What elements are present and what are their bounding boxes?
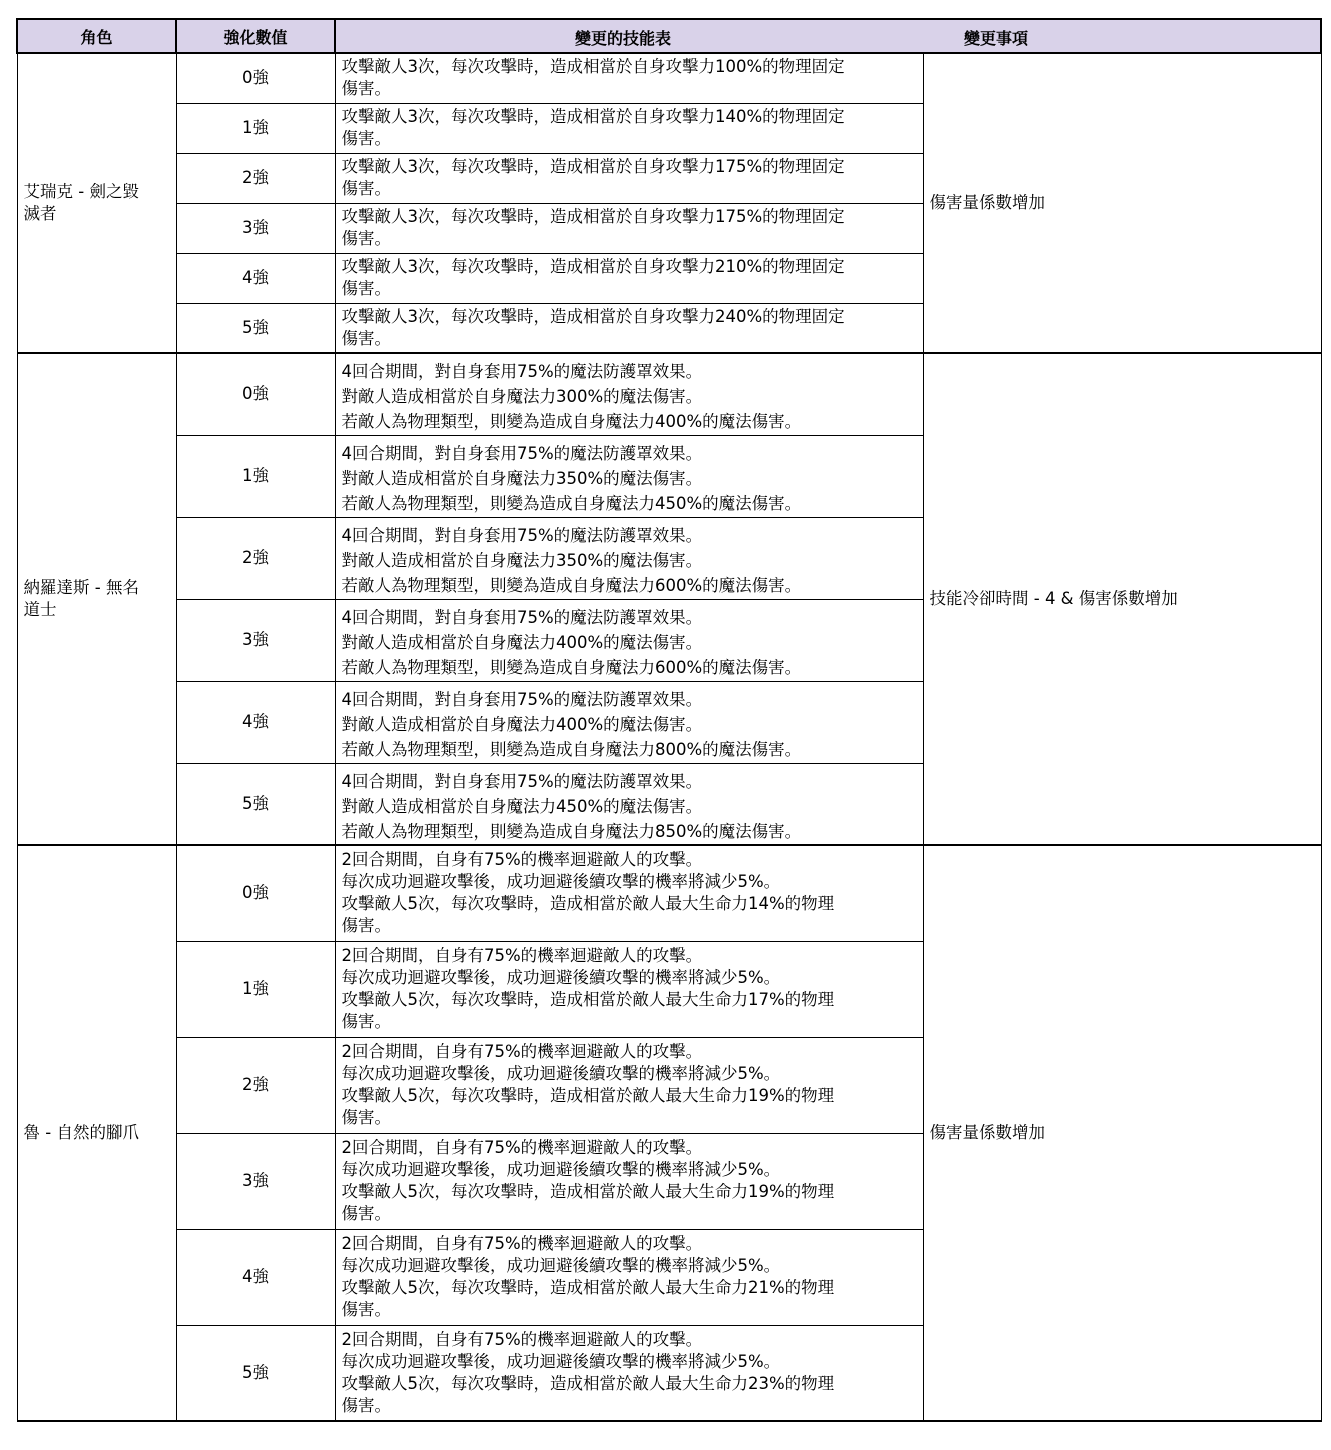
enhance-level-cell: 0強 [176,353,335,435]
skill-description-cell [335,517,923,599]
skill-description-line: 傷害。 [341,1011,391,1031]
skill-description-line: 對敵人造成相當於自身魔法力400%的魔法傷害。 [341,714,703,734]
skill-description-line: 2回合期間，自身有75%的機率迴避敵人的攻擊。 [341,850,703,869]
skill-description-line: 每次成功迴避攻擊後，成功迴避後續攻擊的機率將減少5%。 [341,1063,781,1083]
header-change: 變更事項 [964,29,1029,48]
skill-description-cell [335,599,923,681]
table-body [17,53,1321,1421]
enhance-level-cell: 2強 [176,1037,335,1133]
character-name-line: 納羅達斯 - 無名 [23,578,139,597]
skill-description-line: 攻擊敵人5次，每次攻擊時，造成相當於敵人最大生命力17%的物理 [341,989,835,1009]
enhance-level-cell: 5強 [176,303,335,353]
skill-description-line: 4回合期間，對自身套用75%的魔法防護罩效果。 [341,525,703,545]
skill-description-line: 對敵人造成相當於自身魔法力350%的魔法傷害。 [341,550,703,570]
header-level: 強化數值 [176,19,335,53]
skill-description-line: 傷害。 [341,1395,391,1415]
skill-description-line: 若敵人為物理類型，則變為造成自身魔法力600%的魔法傷害。 [341,575,802,595]
skill-description-cell [335,1325,923,1421]
skill-description-line: 2回合期間，自身有75%的機率迴避敵人的攻擊。 [341,1137,703,1157]
header-skill: 變更的技能表 [575,29,672,48]
skill-description-line: 2回合期間，自身有75%的機率迴避敵人的攻擊。 [341,1041,703,1061]
skill-description-line: 攻擊敵人3次，每次攻擊時，造成相當於自身攻擊力140%的物理固定 [341,106,845,126]
skill-description-line: 攻擊敵人5次，每次攻擊時，造成相當於敵人最大生命力19%的物理 [341,1181,835,1201]
skill-description-line: 傷害。 [341,278,391,298]
skill-description-line: 傷害。 [341,1107,391,1127]
skill-description-line: 攻擊敵人5次，每次攻擊時，造成相當於敵人最大生命力21%的物理 [341,1277,835,1297]
change-note-cell: 傷害量係數增加 [923,845,1321,1421]
enhance-level-cell: 5強 [176,763,335,845]
enhance-level-cell: 4強 [176,1229,335,1325]
skill-description-line: 2回合期間，自身有75%的機率迴避敵人的攻擊。 [341,945,703,965]
change-note-cell: 傷害量係數增加 [923,53,1321,353]
character-name-line: 艾瑞克 - 劍之毀 [23,182,139,201]
skill-description-cell [335,845,923,941]
enhance-level-cell: 1強 [176,941,335,1037]
skill-description-line: 攻擊敵人3次，每次攻擊時，造成相當於自身攻擊力175%的物理固定 [341,156,845,176]
skill-description-cell [335,353,923,435]
skill-description-line: 若敵人為物理類型，則變為造成自身魔法力450%的魔法傷害。 [341,493,802,513]
skill-description-line: 2回合期間，自身有75%的機率迴避敵人的攻擊。 [341,1233,703,1253]
enhance-level-cell: 2強 [176,517,335,599]
skill-description-line: 若敵人為物理類型，則變為造成自身魔法力600%的魔法傷害。 [341,657,802,677]
skill-description-line: 攻擊敵人5次，每次攻擊時，造成相當於敵人最大生命力14%的物理 [341,894,835,913]
skill-description-line: 對敵人造成相當於自身魔法力300%的魔法傷害。 [341,387,703,406]
enhance-level-cell: 3強 [176,1133,335,1229]
header-row [17,19,1321,53]
skill-description-line: 4回合期間，對自身套用75%的魔法防護罩效果。 [341,689,703,709]
skill-description-cell [335,763,923,845]
skill-description-line: 攻擊敵人5次，每次攻擊時，造成相當於敵人最大生命力23%的物理 [341,1373,835,1393]
enhance-level-cell: 1強 [176,435,335,517]
skill-description-line: 4回合期間，對自身套用75%的魔法防護罩效果。 [341,771,703,791]
skill-description-line: 傷害。 [341,328,391,348]
skill-description-line: 4回合期間，對自身套用75%的魔法防護罩效果。 [341,607,703,627]
skill-change-table [16,18,1322,1422]
skill-description-line: 2回合期間，自身有75%的機率迴避敵人的攻擊。 [341,1329,703,1349]
skill-description-line: 傷害。 [341,178,391,198]
skill-description-line: 每次成功迴避攻擊後，成功迴避後續攻擊的機率將減少5%。 [341,967,781,987]
skill-description-line: 傷害。 [341,1203,391,1223]
skill-description-cell [335,53,923,103]
skill-description-line: 若敵人為物理類型，則變為造成自身魔法力850%的魔法傷害。 [341,821,802,841]
enhance-level-cell: 0強 [176,845,335,941]
skill-description-line: 攻擊敵人5次，每次攻擊時，造成相當於敵人最大生命力19%的物理 [341,1085,835,1105]
character-name-cell [17,353,176,845]
enhance-level-cell: 1強 [176,103,335,153]
skill-description-line: 4回合期間，對自身套用75%的魔法防護罩效果。 [341,362,703,381]
skill-description-line: 傷害。 [341,128,391,148]
skill-description-line: 傷害。 [341,79,391,98]
header-character: 角色 [17,19,176,53]
skill-description-line: 對敵人造成相當於自身魔法力400%的魔法傷害。 [341,632,703,652]
skill-description-line: 每次成功迴避攻擊後，成功迴避後續攻擊的機率將減少5%。 [341,872,781,891]
skill-description-cell [335,153,923,203]
skill-description-cell [335,253,923,303]
skill-description-cell [335,681,923,763]
skill-description-cell [335,1229,923,1325]
character-name-cell [17,845,176,1421]
table-row [17,845,1321,941]
skill-description-line: 每次成功迴避攻擊後，成功迴避後續攻擊的機率將減少5%。 [341,1255,781,1275]
table-row [17,353,1321,435]
enhance-level-cell: 4強 [176,681,335,763]
character-name-cell [17,53,176,353]
change-note-cell: 技能冷卻時間 - 4 & 傷害係數增加 [923,353,1321,845]
skill-description-line: 對敵人造成相當於自身魔法力350%的魔法傷害。 [341,468,703,488]
character-name-line: 魯 - 自然的腳爪 [23,1123,139,1142]
skill-description-line: 每次成功迴避攻擊後，成功迴避後續攻擊的機率將減少5%。 [341,1159,781,1179]
enhance-level-cell: 5強 [176,1325,335,1421]
skill-description-line: 若敵人為物理類型，則變為造成自身魔法力800%的魔法傷害。 [341,739,802,759]
skill-description-line: 傷害。 [341,1299,391,1319]
skill-description-line: 攻擊敵人3次，每次攻擊時，造成相當於自身攻擊力240%的物理固定 [341,306,845,326]
skill-description-line: 若敵人為物理類型，則變為造成自身魔法力400%的魔法傷害。 [341,412,802,431]
skill-description-cell [335,941,923,1037]
table-row [17,53,1321,103]
enhance-level-cell: 3強 [176,599,335,681]
skill-description-cell [335,103,923,153]
character-name-line: 滅者 [23,204,57,223]
skill-description-line: 攻擊敵人3次，每次攻擊時，造成相當於自身攻擊力100%的物理固定 [341,57,845,76]
skill-description-line: 攻擊敵人3次，每次攻擊時，造成相當於自身攻擊力210%的物理固定 [341,256,845,276]
skill-description-line: 對敵人造成相當於自身魔法力450%的魔法傷害。 [341,796,703,816]
skill-description-line: 每次成功迴避攻擊後，成功迴避後續攻擊的機率將減少5%。 [341,1351,781,1371]
skill-description-cell [335,1133,923,1229]
enhance-level-cell: 4強 [176,253,335,303]
skill-description-cell [335,1037,923,1133]
skill-description-cell [335,303,923,353]
skill-description-cell [335,203,923,253]
header-skill-and-change [335,19,1321,53]
skill-description-line: 4回合期間，對自身套用75%的魔法防護罩效果。 [341,443,703,463]
skill-description-cell [335,435,923,517]
enhance-level-cell: 2強 [176,153,335,203]
enhance-level-cell: 0強 [176,53,335,103]
character-name-line: 道士 [23,600,57,619]
skill-description-line: 攻擊敵人3次，每次攻擊時，造成相當於自身攻擊力175%的物理固定 [341,206,845,226]
skill-description-line: 傷害。 [341,228,391,248]
skill-description-line: 傷害。 [341,916,391,935]
enhance-level-cell: 3強 [176,203,335,253]
